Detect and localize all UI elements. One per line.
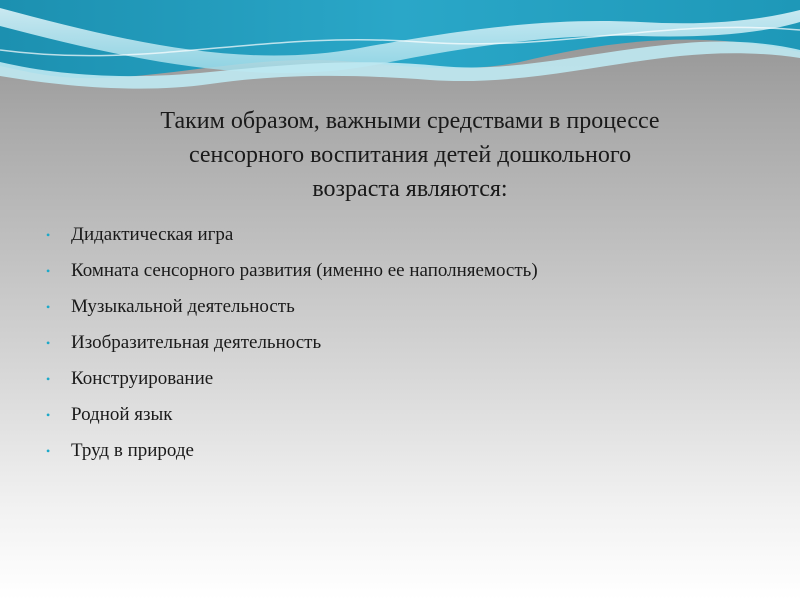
bullet-icon: • bbox=[46, 336, 51, 350]
list-item-text: Конструирование bbox=[71, 368, 214, 389]
list-item-text: Дидактическая игра bbox=[71, 224, 234, 245]
list-item-text: Изобразительная деятельность bbox=[71, 332, 322, 353]
bullet-list bbox=[44, 217, 764, 469]
list-item bbox=[44, 433, 764, 469]
list-item bbox=[44, 397, 764, 433]
list-item-text: Комната сенсорного развития (именно ее наполняемость) bbox=[71, 260, 538, 281]
bullet-icon: • bbox=[46, 228, 51, 242]
list-item-text: Труд в природе bbox=[71, 440, 194, 461]
slide-title bbox=[70, 104, 750, 206]
bullet-icon: • bbox=[46, 408, 51, 422]
list-item-text: Музыкальной деятельность bbox=[71, 296, 295, 317]
list-item bbox=[44, 361, 764, 397]
title-line-3: возраста являются: bbox=[312, 176, 508, 202]
list-item bbox=[44, 289, 764, 325]
list-item bbox=[44, 217, 764, 253]
title-line-1: Таким образом, важными средствами в процессе bbox=[160, 108, 660, 134]
bullet-icon: • bbox=[46, 372, 51, 386]
list-item bbox=[44, 253, 764, 289]
list-item-text: Родной язык bbox=[71, 404, 173, 425]
title-line-2: сенсорного воспитания детей дошкольного bbox=[188, 142, 632, 168]
bullet-icon: • bbox=[46, 264, 51, 278]
decorative-wave bbox=[0, 0, 800, 95]
bullet-icon: • bbox=[46, 300, 51, 314]
list-item bbox=[44, 325, 764, 361]
bullet-icon: • bbox=[46, 444, 51, 458]
